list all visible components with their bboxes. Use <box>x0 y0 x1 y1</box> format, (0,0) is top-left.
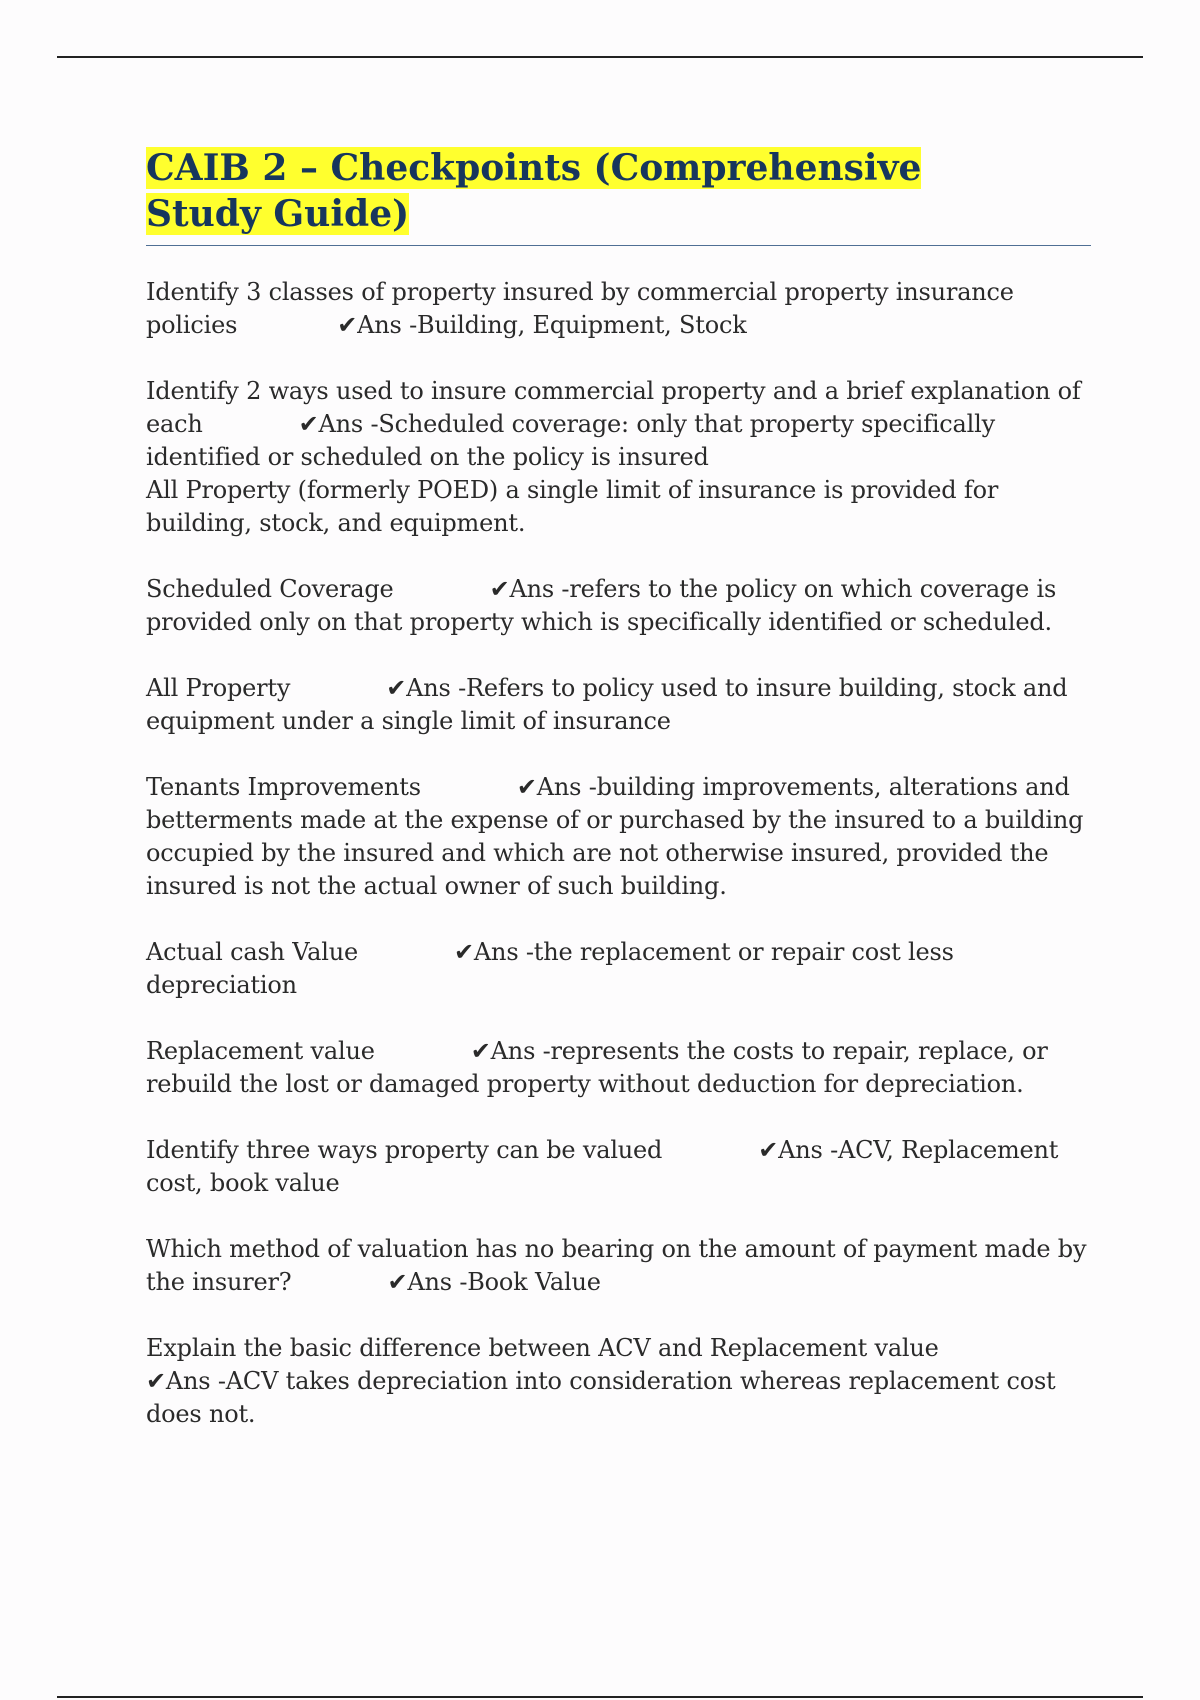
answer-text: -represents the costs to repair, replace, or rebuild the lost or damaged property without deduction for depreciation. <box>146 1037 1048 1098</box>
answer-text: -the replacement or repair cost less depreciation <box>146 938 954 999</box>
qa-item <box>146 771 1091 903</box>
answer-marker: ✔Ans <box>386 674 459 702</box>
answer-text: -Refers to policy used to insure building, stock and equipment under a single limit of insurance <box>146 674 1068 735</box>
qa-item <box>146 276 1091 342</box>
answer-text: -ACV takes depreciation into consideration whereas replacement cost does not. <box>146 1367 1056 1428</box>
question-text: Which method of valuation has no bearing on the amount of payment made by the insurer? <box>146 1235 1087 1296</box>
answer-marker: ✔Ans <box>516 773 589 801</box>
answer-text: -Building, Equipment, Stock <box>409 311 747 339</box>
answer-marker: ✔Ans <box>337 311 410 339</box>
qa-list <box>146 276 1091 1431</box>
answer-text: -refers to the policy on which coverage is provided only on that property which is specifically identified or scheduled. <box>146 575 1057 636</box>
answer-marker: ✔Ans <box>758 1136 831 1164</box>
question-text: Actual cash Value <box>146 938 359 966</box>
question-text: Identify 2 ways used to insure commercial property and a brief explanation of each <box>146 377 1081 438</box>
answer-text: -building improvements, alterations and betterments made at the expense of or purchased by the insured to a building occupied by the insured and which are not otherwise insured, provided the insured is not the actual owner of such building. <box>146 773 1084 900</box>
question-text: Identify three ways property can be valued <box>146 1136 663 1164</box>
answer-text: -ACV, Replacement cost, book value <box>146 1136 1059 1197</box>
question-text: Identify 3 classes of property insured by commercial property insurance policies <box>146 278 1014 339</box>
question-text: Replacement value <box>146 1037 375 1065</box>
question-text: Scheduled Coverage <box>146 575 394 603</box>
qa-item <box>146 1233 1091 1299</box>
document-title-text: CAIB 2 – Checkpoints (Comprehensive Study Guide) <box>146 147 922 235</box>
answer-marker: ✔Ans <box>387 1268 460 1296</box>
qa-item <box>146 573 1091 639</box>
qa-item <box>146 1332 1091 1431</box>
answer-marker: ✔Ans <box>470 1037 543 1065</box>
qa-item <box>146 936 1091 1002</box>
question-text: All Property <box>146 674 291 702</box>
document-page <box>146 145 1091 1464</box>
answer-marker: ✔Ans <box>489 575 562 603</box>
answer-marker: ✔Ans <box>298 410 371 438</box>
title-divider <box>146 245 1091 246</box>
document-title <box>146 145 1006 237</box>
answer-text: -Book Value <box>459 1268 601 1296</box>
question-text: Tenants Improvements <box>146 773 421 801</box>
answer-extra-text: All Property (formerly POED) a single limit of insurance is provided for building, stock, and equipment. <box>146 476 999 537</box>
qa-item <box>146 1035 1091 1101</box>
qa-item <box>146 672 1091 738</box>
qa-item <box>146 375 1091 540</box>
top-rule <box>57 56 1143 58</box>
qa-item <box>146 1134 1091 1200</box>
answer-marker: ✔Ans <box>454 938 526 966</box>
answer-text: -Scheduled coverage: only that property specifically identified or scheduled on the policy is insured <box>146 410 995 471</box>
answer-marker: ✔Ans <box>146 1367 218 1395</box>
bottom-rule <box>57 1696 1143 1698</box>
question-text: Explain the basic difference between ACV and Replacement value <box>146 1334 939 1362</box>
